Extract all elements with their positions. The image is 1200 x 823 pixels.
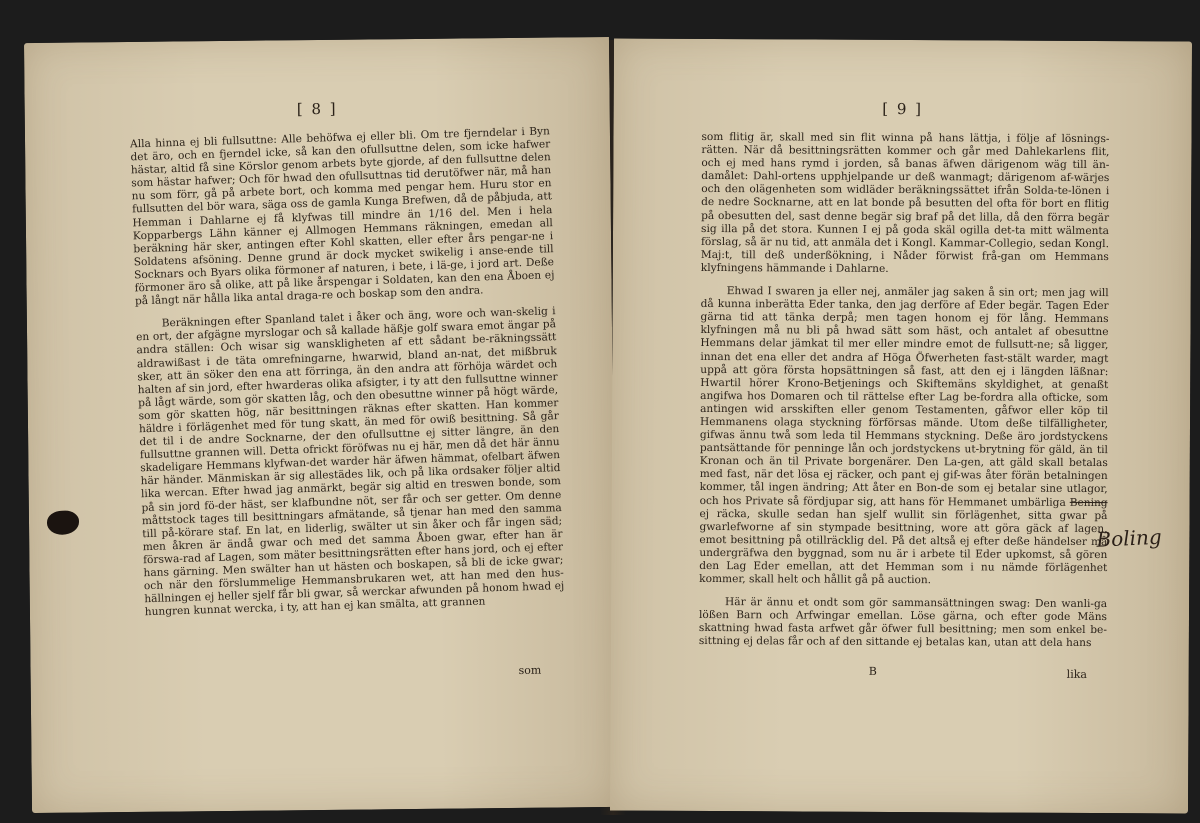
- paragraph: Beräkningen efter Spanland talet i åker och äng, wore och wan-skelig i en ort, der afgägne myrslogar och så kallade häßje golf swara emot ängar på andra ställen: Och wisar sig wanskligheten af ett sådant be-räkningssätt aldrawißast i de täta omrefningarne, hwarwid, bland an-nat, det mißbruk sker, att än söker den ena att förringa, än den andra att förhöja wärdet och halten af sin jord, efter hwarderas olika afsigter, i ty att den fullsuttne winner på lågt wärde, som gör skatten låg, och den obesuttne winner på högt wärde, som gör skatten hög, när besittningen räknas efter skatten. Han kommer häldre i förlägenhet med för tung skatt, än med för owiß besittning. Så går det til i de andre Socknarne, der den ofullsuttne ej sitter längre, än den fullsuttne grannen will. Detta ofrickt föröfwas nu ej här, men då det här ännu skadeligare Hemmans klyfwan-det warder här äfwen hämmat, ofelbart äfwen här händer. Mänmiskan är sig allestädes lik, och på lika ordsaker följer altid lika wercan. Efter hwad jag anmärkt, begär sig altid en treswen bonde, som på sin jord fö-der häst, ser klafbundne nöt, ser får och ser getter. Om denne måttstock tages till besittningars afmätande, så tjenar han med den samma till på-körare staf. En lat, en liderlig, swälter ut sin åker och får ingen säd; men åkren är ändå gwar och med det samma Åboen gwar, efter han är förswa-rad af Lagen, som mäter besittningsrätten efter hans jord, och ej efter hans gärning. Men swälter han ut hästen och boskapen, så bli de icke gwar; och när den förslummelige Hemmansbrukaren wet, att han med den hus-hällningen ej heller sjelf får bli gwar, så werckar afwunden på honom hwad ej hungren kunnat wercka, i ty, att han ej kan smälta, att grannen: [135, 305, 565, 619]
- margin-handwriting: Boling: [1095, 524, 1163, 552]
- paragraph: Alla hinna ej bli fullsuttne: Alle behöfwa ej eller bli. Om tre fjerndelar i Byn det äro, och en fjerndel icke, så kan den ofullsuttne delen, som icke hafwer hästar, altid få sine Körslor genom arbets byte gjorde, af den fullsuttne delen som hästar hafwer; Och för hwad den ofullsuttnas tid derutöfwer när, må han nu som förr, gå på arbete bort, och komma med pengar hem. Huru stor en fullsutten del bör wara, säga oss de gamla Kunga Brefwen, då de påbjuda, att Hemman i Dahlarne ej få klyfwas till mindre än 1/16 del. Men i hela Kopparbergs Lähn känner ej Allmogen Hemmans räkningen, emedan all beräkning här sker, antingen efter Kohl skatten, eller efter års pengar-ne i Soldatens afsöning. Denne grund är dock mycket swikelig i anse-ende till Socknars och Byars olika förmoner af naturen, i bete, i lä-ge, i jord art. Deße förmoner äro så olike, att på like årspengar i Soldaten, kan den ena Åboen ej på långt när hålla lika antal draga-re och boskap som den andra.: [129, 125, 555, 308]
- ink-blot: [47, 511, 79, 535]
- page-body: [699, 131, 1110, 661]
- right-page: [610, 38, 1192, 813]
- catchword: lika: [1066, 667, 1088, 681]
- page-number: [ 9 ]: [882, 99, 924, 119]
- paragraph-text: ej räcka, skulle sedan han sjelf wullit sin förlägenhet, sitta gwar på gwarlefworne af sin stympade besittning, wore att göra gäck af lagen, emot besittning på otillräcklig del. På det altså ej efter deße händelser må undergräfwa den byggnad, som nu är i arbete til Eder upkomst, så gören den Lag Eder emellan, att det Hemman som i nu nämde förlägenhet kommer, skall helt och hållit gå på auction.: [699, 507, 1108, 587]
- page-body: [130, 125, 565, 629]
- signature-mark: B: [868, 664, 877, 678]
- paragraph: Här är ännu et ondt som gör sammansättningen swag: Den wanli-ga lößen Barn och Arfwingar emellan. Löse gärna, och efter gode Mäns skattning hwad fasta arfwet går öfwer full besittning; men som enkel be-sittning ej delas får och af den sittande ej betalas kan, utan att dela hans: [698, 596, 1108, 650]
- paragraph: [699, 285, 1109, 588]
- catchword: som: [518, 663, 542, 677]
- page-number: [ 8 ]: [296, 99, 338, 119]
- paragraph-text: Ehwad I swaren ja eller nej, anmäler jag saken å sin ort; men jag will då kunna inberätta Eder tanka, den jag derföre af Eder begär. Tagen Eder gärna tid att tänka derpå; men tagen honom ej för lång. Hemmans klyfningen må nu bli på hwad sätt som häst, och antalet af obesuttne Hemmans delar jämkat til mer eller mindre emot de fullsutt-ne; så ligger, innan det ena eller det andra af Höga Öfwerheten fast-stält warder, magt uppå att göra första hopsättningen så fast, att den ej i längden läßnar: Hwartil hörer Krono-Betjenings och Skiftemäns skyldighet, at genaßt angifwa hos Domaren och til rättelse efter Lag be-fordra alla ofticke, som antingen wid arsskiften eller genom Testamenten, gåfwor eller köp til Hemmanens olaga styckning förförsas mände. Utom deße tilfälligheter, gifwas ännu twå som leda til Hemmans styckning. Deße äro jordstyckens pantsättande för penninge lån och jordstyckens ut-brytning för gäld, än til Kronan och än til Private borgenärer. Den La-gen, att gäld skall betalas med fast, när det lösa ej räcker, och pant ej gif-was åter förän betalningen kommer, tål ingen ändring; Att åter en Bon-de som ej betalar sine utlagor, och hos Private så fördjupar sig, att hans för Hemmanet umbärliga: [699, 285, 1109, 509]
- struck-word: Bening: [1069, 496, 1108, 509]
- paragraph: som flitig är, skall med sin flit winna på hans lättja, i följe af lösnings-rätten. När då besittningsrätten kommer och går med Dahlekarlens flit, och ej med hans rymd i jorden, så banas äfwen därigenom wäg till än-damålet: Dahl-ortens upphjelpande ur deß wanmagt; därigenom af-wärjes och den olägenheten som widläder beräkningssättet ifrån Solda-te-lönen i de nedre Socknarne, att en lat bonde på besutten del ofta för bort en flitig på obesutten del, sast denne begär sig braf på det lilla, då den förra begär sig illa på det stora. Kunnen I ej på goda skäl ogilla det-ta mitt wälmenta förslag, så är nu tid, att anmäla det i Kongl. Kammar-Collegio, sedan Kongl. Maj:t, till deß underßökning, i Nåder förwist frå-gan om Hemmans klyfningens hämmande i Dahlarne.: [700, 130, 1110, 275]
- left-page: [24, 37, 617, 813]
